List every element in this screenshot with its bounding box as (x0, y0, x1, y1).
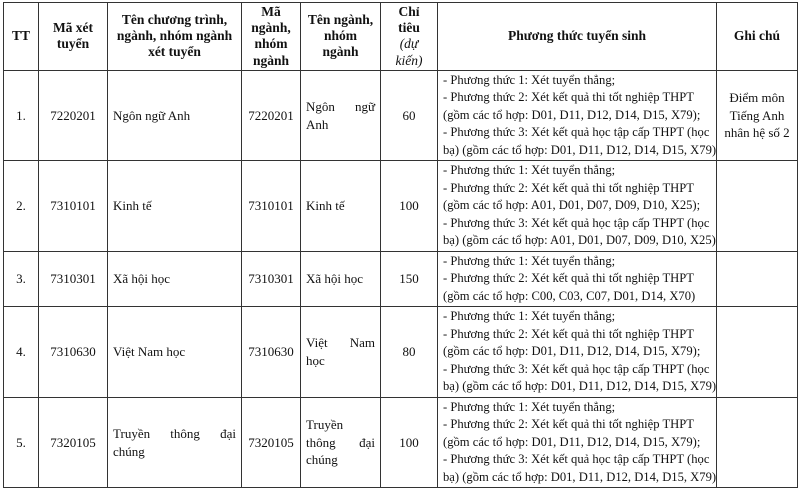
ten-nganh-line: thông đại (306, 434, 375, 450)
row-chi-tieu: 150 (381, 251, 438, 307)
row-tt: 2. (4, 161, 39, 252)
header-ghi-chu: Ghi chú (717, 3, 798, 71)
row-phuong-thuc (438, 161, 717, 252)
row-ten-chuong-trinh: Kinh tế (108, 161, 242, 252)
method-line: (gồm các tổ hợp: D01, D11, D12, D14, D15, X79); (443, 344, 701, 359)
row-ma-xet-tuyen: 7320105 (39, 397, 108, 488)
row-tt: 1. (4, 70, 39, 161)
method-line: - Phương thức 2: Xét kết quả thi tốt nghiệp THPT (443, 271, 694, 286)
row-ma-nganh: 7310301 (242, 251, 301, 307)
row-ma-nganh: 7310101 (242, 161, 301, 252)
row-tt: 3. (4, 251, 39, 307)
method-line: - Phương thức 3: Xét kết quả học tập cấp THPT (học (443, 215, 710, 230)
row-ten-chuong-trinh: Việt Nam học (108, 307, 242, 398)
row-ma-xet-tuyen: 7310630 (39, 307, 108, 398)
row-phuong-thuc (438, 397, 717, 488)
header-chi-tieu-sub: (dự kiến) (395, 36, 423, 68)
header-ma-nganh: Mã ngành, nhóm ngành (242, 3, 301, 71)
row-ten-chuong-trinh: Xã hội học (108, 251, 242, 307)
ten-nganh-line: Việt Nam (306, 335, 375, 351)
method-line: - Phương thức 2: Xét kết quả thi tốt nghiệp THPT (443, 180, 694, 195)
ten-chuong-trinh-line: Truyền thông đại (113, 425, 236, 441)
method-line: - Phương thức 2: Xét kết quả thi tốt nghiệp THPT (443, 417, 694, 432)
ten-chuong-trinh-line: chúng (113, 443, 145, 459)
row-ten-nganh: Kinh tế (301, 161, 381, 252)
row-ma-xet-tuyen: 7220201 (39, 70, 108, 161)
method-line: - Phương thức 2: Xét kết quả thi tốt nghiệp THPT (443, 90, 694, 105)
header-ten-nganh: Tên ngành, nhóm ngành (301, 3, 381, 71)
row-chi-tieu: 100 (381, 161, 438, 252)
table-row (4, 307, 798, 398)
method-line: (gồm các tổ hợp: A01, D01, D07, D09, D10, X25); (443, 198, 701, 213)
table-row (4, 70, 798, 161)
method-line: - Phương thức 1: Xét tuyển thẳng; (443, 163, 616, 178)
admission-table (3, 2, 798, 488)
row-ghi-chu (717, 251, 798, 307)
row-ma-xet-tuyen: 7310101 (39, 161, 108, 252)
ten-nganh-line: Anh (306, 116, 329, 132)
row-ma-xet-tuyen: 7310301 (39, 251, 108, 307)
row-ma-nganh: 7220201 (242, 70, 301, 161)
row-ten-chuong-trinh: Ngôn ngữ Anh (108, 70, 242, 161)
method-line: - Phương thức 3: Xét kết quả học tập cấp THPT (học (443, 361, 710, 376)
row-chi-tieu: 80 (381, 307, 438, 398)
method-line: bạ) (gồm các tổ hợp: D01, D11, D12, D14, D15, X79) (443, 379, 717, 394)
row-ten-nganh (301, 307, 381, 398)
row-ghi-chu (717, 307, 798, 398)
method-line: - Phương thức 1: Xét tuyển thẳng; (443, 399, 616, 414)
method-line: (gồm các tổ hợp: D01, D11, D12, D14, D15, X79); (443, 434, 701, 449)
row-ma-nganh: 7310630 (242, 307, 301, 398)
row-ten-nganh: Xã hội học (301, 251, 381, 307)
row-ten-nganh (301, 70, 381, 161)
ten-nganh-line: Truyền (306, 417, 344, 433)
method-line: bạ) (gồm các tổ hợp: D01, D11, D12, D14, D15, X79) (443, 469, 717, 484)
table-row (4, 161, 798, 252)
row-tt: 4. (4, 307, 39, 398)
row-ten-nganh (301, 397, 381, 488)
header-row (4, 3, 798, 71)
header-phuong-thuc: Phương thức tuyển sinh (438, 3, 717, 71)
row-chi-tieu: 100 (381, 397, 438, 488)
method-line: - Phương thức 2: Xét kết quả thi tốt nghiệp THPT (443, 326, 694, 341)
row-ghi-chu: Điểm môn Tiếng Anh nhân hệ số 2 (717, 70, 798, 161)
row-ghi-chu (717, 161, 798, 252)
row-ten-chuong-trinh (108, 397, 242, 488)
row-chi-tieu: 60 (381, 70, 438, 161)
method-line: - Phương thức 1: Xét tuyển thẳng; (443, 253, 616, 268)
table-row (4, 397, 798, 488)
method-line: - Phương thức 1: Xét tuyển thẳng; (443, 309, 616, 324)
row-ghi-chu (717, 397, 798, 488)
method-line: - Phương thức 3: Xét kết quả học tập cấp THPT (học (443, 452, 710, 467)
method-line: (gồm các tổ hợp: D01, D11, D12, D14, D15, X79); (443, 107, 701, 122)
method-line: bạ) (gồm các tổ hợp: A01, D01, D07, D09, D10, X25) (443, 233, 716, 248)
ten-nganh-line: học (306, 353, 325, 368)
ten-nganh-line: Ngôn ngữ (306, 98, 375, 114)
row-phuong-thuc (438, 251, 717, 307)
header-ten-chuong-trinh: Tên chương trình, ngành, nhóm ngành xét tuyển (108, 3, 242, 71)
row-ma-nganh: 7320105 (242, 397, 301, 488)
row-phuong-thuc (438, 70, 717, 161)
header-chi-tieu (381, 3, 438, 71)
row-tt: 5. (4, 397, 39, 488)
row-phuong-thuc (438, 307, 717, 398)
header-tt: TT (4, 3, 39, 71)
header-ma-xet-tuyen: Mã xét tuyển (39, 3, 108, 71)
method-line: - Phương thức 1: Xét tuyển thẳng; (443, 72, 616, 87)
table-row (4, 251, 798, 307)
header-chi-tieu-label: Chỉ tiêu (398, 4, 420, 36)
method-line: bạ) (gồm các tổ hợp: D01, D11, D12, D14, D15, X79) (443, 142, 717, 157)
ten-nganh-line: chúng (306, 452, 338, 468)
method-line: - Phương thức 3: Xét kết quả học tập cấp THPT (học (443, 125, 710, 140)
method-line: (gồm các tổ hợp: C00, C03, C07, D01, D14, X70) (443, 288, 696, 303)
